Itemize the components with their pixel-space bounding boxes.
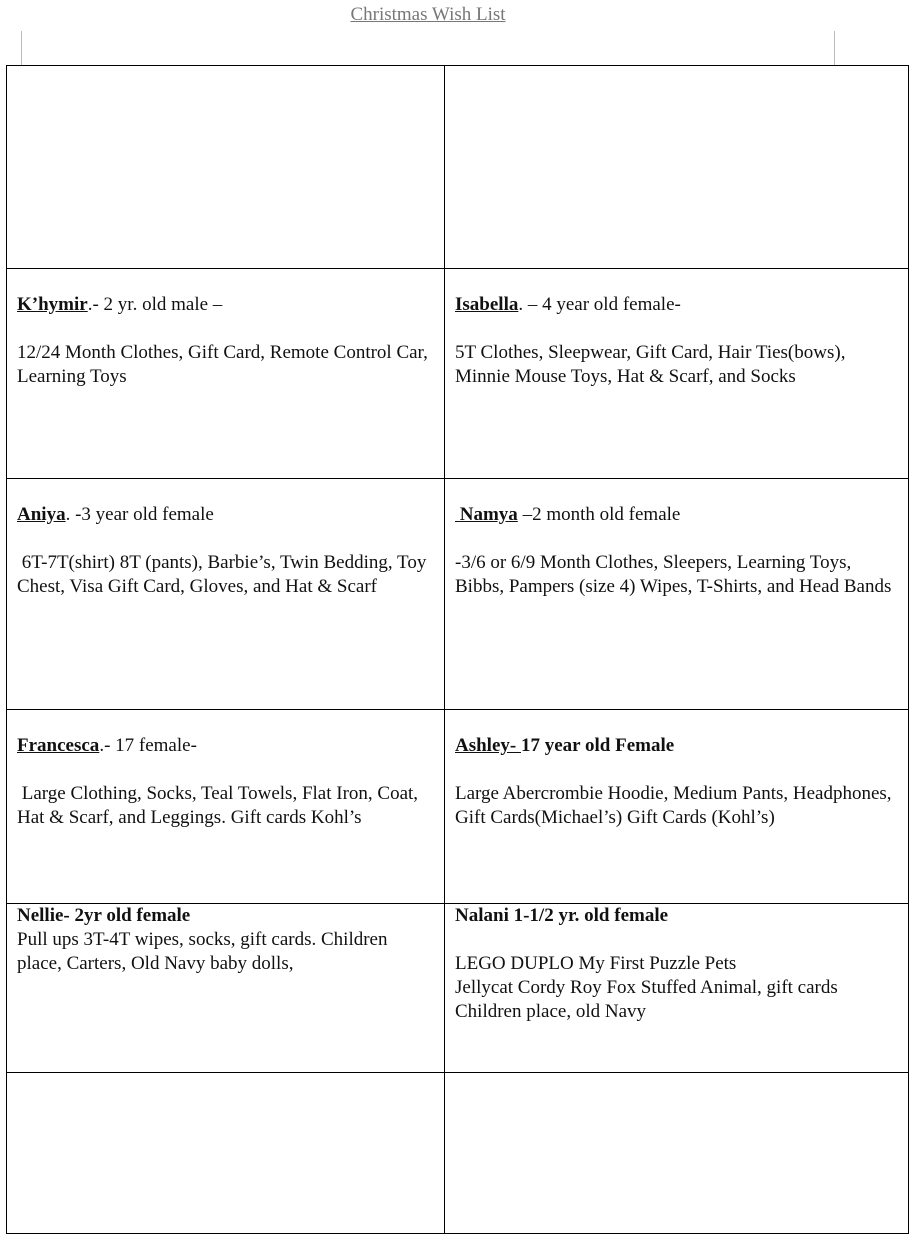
- child-age: .- 17 female-: [99, 735, 197, 756]
- child-wishes: Large Clothing, Socks, Teal Towels, Flat Iron, Coat, Hat & Scarf, and Leggings. Gift cards Kohl’s: [17, 783, 423, 828]
- table-row: [7, 1073, 909, 1234]
- page-title: Christmas Wish List: [350, 4, 506, 25]
- child-heading: Nellie- 2yr old female: [17, 905, 191, 926]
- child-wishes: Pull ups 3T-4T wipes, socks, gift cards. Children place, Carters, Old Navy baby dolls,: [17, 929, 388, 974]
- child-age: 17 year old Female: [520, 735, 675, 756]
- table-row: [7, 269, 909, 479]
- table-row: [7, 904, 909, 1073]
- child-wishes: -3/6 or 6/9 Month Clothes, Sleepers, Learning Toys, Bibbs, Pampers (size 4) Wipes, T-Shirts, and Head Bands: [455, 552, 892, 597]
- wish-list-table: [6, 65, 909, 1234]
- child-wish-line: LEGO DUPLO My First Puzzle Pets: [455, 953, 737, 974]
- child-age: .- 2 yr. old male –: [87, 294, 223, 315]
- table-row: [7, 66, 909, 269]
- margin-marker-right: [834, 31, 835, 65]
- empty-cell: [7, 1073, 445, 1234]
- child-wishes: Large Abercrombie Hoodie, Medium Pants, Headphones, Gift Cards(Michael’s) Gift Cards (Kohl’s): [455, 783, 892, 828]
- table-row: [7, 710, 909, 904]
- child-wishes: 12/24 Month Clothes, Gift Card, Remote Control Car, Learning Toys: [17, 342, 428, 387]
- child-wishes: 6T-7T(shirt) 8T (pants), Barbie’s, Twin Bedding, Toy Chest, Visa Gift Card, Gloves, and Hat & Scarf: [17, 552, 432, 597]
- child-wish-line: Jellycat Cordy Roy Fox Stuffed Animal, gift cards: [455, 977, 838, 998]
- margin-marker-left: [21, 31, 22, 65]
- child-wishes: 5T Clothes, Sleepwear, Gift Card, Hair Ties(bows), Minnie Mouse Toys, Hat & Scarf, and Socks: [455, 342, 846, 387]
- empty-cell: [7, 66, 445, 269]
- child-cell-namya: [445, 479, 909, 710]
- empty-cell: [445, 1073, 909, 1234]
- child-name: Ashley-: [455, 735, 521, 756]
- child-name: Isabella: [455, 294, 519, 315]
- child-heading: Nalani 1-1/2 yr. old female: [455, 905, 669, 926]
- child-heading: [455, 734, 898, 758]
- child-wish-line: Children place, old Navy: [455, 1001, 647, 1022]
- child-name: Namya: [455, 504, 518, 525]
- child-cell-khymir: [7, 269, 445, 479]
- child-age: –2 month old female: [517, 504, 681, 525]
- child-heading: [17, 293, 434, 317]
- child-cell-nellie: [7, 904, 445, 1073]
- child-age: . – 4 year old female-: [518, 294, 681, 315]
- table-row: [7, 479, 909, 710]
- child-cell-isabella: [445, 269, 909, 479]
- child-cell-nalani: [445, 904, 909, 1073]
- child-cell-francesca: [7, 710, 445, 904]
- child-age: . -3 year old female: [65, 504, 214, 525]
- child-name: K’hymir: [17, 294, 88, 315]
- child-heading: [17, 503, 434, 527]
- child-heading: [455, 503, 898, 527]
- child-cell-aniya: [7, 479, 445, 710]
- child-heading: [17, 734, 434, 758]
- empty-cell: [445, 66, 909, 269]
- child-name: Aniya: [17, 504, 66, 525]
- child-cell-ashley: [445, 710, 909, 904]
- child-heading: [455, 293, 898, 317]
- child-name: Francesca: [17, 735, 100, 756]
